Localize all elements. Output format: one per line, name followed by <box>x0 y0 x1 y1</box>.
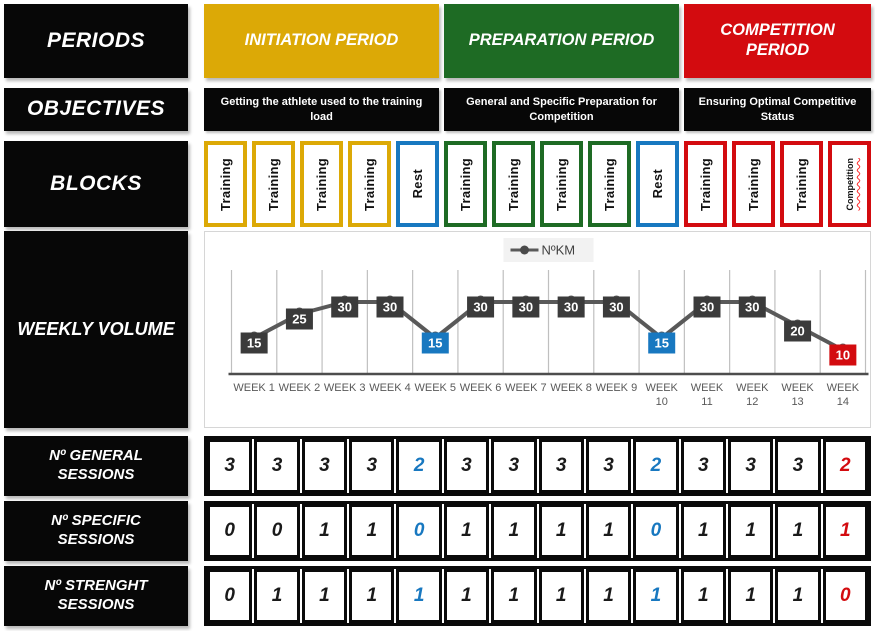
strenght-week-7-value: 1 <box>491 569 536 623</box>
svg-text:WEEK: WEEK <box>826 382 860 394</box>
general-week-12-value: 3 <box>728 439 773 493</box>
block-week-12 <box>732 141 775 227</box>
svg-text:WEEK: WEEK <box>645 382 678 394</box>
block-label: Training <box>602 157 617 211</box>
specific-sessions-row <box>204 501 871 561</box>
period-2: PREPARATION PERIOD <box>444 4 679 78</box>
block-label: Competition <box>844 157 855 211</box>
strenght-sessions-row-label: Nº STRENGHT SESSIONS <box>4 566 188 626</box>
svg-text:WEEK 7: WEEK 7 <box>505 382 547 394</box>
svg-text:30: 30 <box>518 299 534 315</box>
specific-week-8-value: 1 <box>539 504 584 558</box>
block-label: Training <box>746 157 761 211</box>
svg-text:11: 11 <box>701 396 713 408</box>
block-week-4 <box>348 141 391 227</box>
weekly-volume-chart-panel <box>204 231 871 428</box>
strenght-week-9-value: 1 <box>586 569 631 623</box>
svg-text:WEEK: WEEK <box>736 382 769 394</box>
block-week-9 <box>588 141 631 227</box>
specific-week-12-value: 1 <box>728 504 773 558</box>
objective-3: Ensuring Optimal Competitive Status <box>684 88 871 131</box>
svg-text:13: 13 <box>791 396 804 408</box>
objectives-row-label: OBJECTIVES <box>4 88 188 131</box>
general-sessions-row-label: Nº GENERAL SESSIONS <box>4 436 188 496</box>
strenght-sessions-band <box>4 566 871 626</box>
svg-text:30: 30 <box>609 299 624 315</box>
weekly-volume-row-label: WEEKLY VOLUME <box>4 231 188 428</box>
blocks-band <box>4 141 871 227</box>
specific-week-1-value: 0 <box>207 504 252 558</box>
svg-text:WEEK 9: WEEK 9 <box>595 382 638 394</box>
block-week-5 <box>396 141 439 227</box>
svg-text:WEEK 2: WEEK 2 <box>278 382 321 394</box>
block-label: Training <box>314 157 329 211</box>
period-1: INITIATION PERIOD <box>204 4 439 78</box>
strenght-week-13-value: 1 <box>775 569 820 623</box>
block-label: Training <box>362 157 377 211</box>
strenght-week-6-value: 1 <box>444 569 489 623</box>
specific-week-3-value: 1 <box>302 504 347 558</box>
block-week-11 <box>684 141 727 227</box>
strenght-week-10-value: 1 <box>633 569 678 623</box>
specific-week-14-value: 1 <box>823 504 868 558</box>
block-label: Training <box>794 157 809 211</box>
block-week-14 <box>828 141 871 227</box>
block-label: Training <box>218 157 233 211</box>
general-week-8-value: 3 <box>539 439 584 493</box>
svg-text:15: 15 <box>428 335 443 351</box>
svg-text:30: 30 <box>337 299 352 315</box>
specific-sessions-band <box>4 501 871 561</box>
strenght-sessions-row <box>204 566 871 626</box>
strenght-week-3-value: 1 <box>302 569 347 623</box>
periods-row-label: PERIODS <box>4 4 188 78</box>
general-week-7-value: 3 <box>491 439 536 493</box>
block-week-7 <box>492 141 535 227</box>
specific-week-6-value: 1 <box>444 504 489 558</box>
block-week-10 <box>636 141 679 227</box>
block-week-6 <box>444 141 487 227</box>
specific-week-13-value: 1 <box>775 504 820 558</box>
svg-text:30: 30 <box>745 299 760 315</box>
svg-text:30: 30 <box>699 299 715 315</box>
general-sessions-row <box>204 436 871 496</box>
periods-row <box>204 4 871 78</box>
strenght-week-14-value: 0 <box>823 569 868 623</box>
svg-text:WEEK 3: WEEK 3 <box>323 382 366 394</box>
svg-text:10: 10 <box>655 396 668 408</box>
strenght-week-11-value: 1 <box>681 569 726 623</box>
block-week-1 <box>204 141 247 227</box>
general-week-3-value: 3 <box>302 439 347 493</box>
block-week-2 <box>252 141 295 227</box>
general-week-4-value: 3 <box>349 439 394 493</box>
general-week-9-value: 3 <box>586 439 631 493</box>
general-week-13-value: 3 <box>775 439 820 493</box>
svg-text:10: 10 <box>835 347 851 363</box>
svg-text:25: 25 <box>292 311 307 327</box>
general-week-6-value: 3 <box>444 439 489 493</box>
svg-text:WEEK: WEEK <box>781 382 814 394</box>
svg-text:WEEK 4: WEEK 4 <box>369 382 411 394</box>
general-week-5-value: 2 <box>396 439 441 493</box>
weekly-volume-chart <box>205 232 870 427</box>
svg-text:WEEK 8: WEEK 8 <box>550 382 592 394</box>
block-label: Training <box>554 157 569 211</box>
specific-week-10-value: 0 <box>633 504 678 558</box>
svg-text:12: 12 <box>746 396 759 408</box>
svg-text:30: 30 <box>563 299 579 315</box>
block-label: Training <box>698 157 713 211</box>
svg-text:WEEK: WEEK <box>690 382 724 394</box>
strenght-week-5-value: 1 <box>396 569 441 623</box>
strenght-week-4-value: 1 <box>349 569 394 623</box>
specific-week-7-value: 1 <box>491 504 536 558</box>
svg-text:15: 15 <box>654 335 669 351</box>
strenght-week-8-value: 1 <box>539 569 584 623</box>
specific-week-11-value: 1 <box>681 504 726 558</box>
block-week-8 <box>540 141 583 227</box>
objectives-band <box>4 88 871 131</box>
period-3: COMPETITION PERIOD <box>684 4 871 78</box>
block-label: Training <box>458 157 473 211</box>
block-week-3 <box>300 141 343 227</box>
general-week-11-value: 3 <box>681 439 726 493</box>
blocks-row <box>204 141 871 227</box>
strenght-week-12-value: 1 <box>728 569 773 623</box>
svg-text:15: 15 <box>246 335 262 351</box>
block-label: Rest <box>650 169 665 199</box>
strenght-week-1-value: 0 <box>207 569 252 623</box>
specific-sessions-row-label: Nº SPECIFIC SESSIONS <box>4 501 188 561</box>
svg-text:14: 14 <box>836 396 849 408</box>
objectives-row <box>204 88 871 131</box>
periods-band <box>4 4 871 78</box>
blocks-row-label: BLOCKS <box>4 141 188 227</box>
svg-text:30: 30 <box>382 299 398 315</box>
general-week-2-value: 3 <box>254 439 299 493</box>
weekly-volume-band <box>4 231 871 428</box>
specific-week-9-value: 1 <box>586 504 631 558</box>
svg-text:WEEK 5: WEEK 5 <box>414 382 457 394</box>
strenght-week-2-value: 1 <box>254 569 299 623</box>
general-sessions-band <box>4 436 871 496</box>
objective-1: Getting the athlete used to the training load <box>204 88 439 131</box>
specific-week-4-value: 1 <box>349 504 394 558</box>
general-week-1-value: 3 <box>207 439 252 493</box>
svg-text:WEEK 6: WEEK 6 <box>459 382 502 394</box>
block-label: Training <box>506 157 521 211</box>
specific-week-2-value: 0 <box>254 504 299 558</box>
svg-text:20: 20 <box>790 323 805 339</box>
specific-week-5-value: 0 <box>396 504 441 558</box>
block-week-13 <box>780 141 823 227</box>
svg-text:WEEK 1: WEEK 1 <box>233 382 275 394</box>
general-week-14-value: 2 <box>823 439 868 493</box>
svg-text:NºKM: NºKM <box>541 242 576 258</box>
svg-text:30: 30 <box>473 299 488 315</box>
objective-2: General and Specific Preparation for Competition <box>444 88 679 131</box>
block-label: Rest <box>410 169 425 199</box>
general-week-10-value: 2 <box>633 439 678 493</box>
block-label: Training <box>266 157 281 211</box>
